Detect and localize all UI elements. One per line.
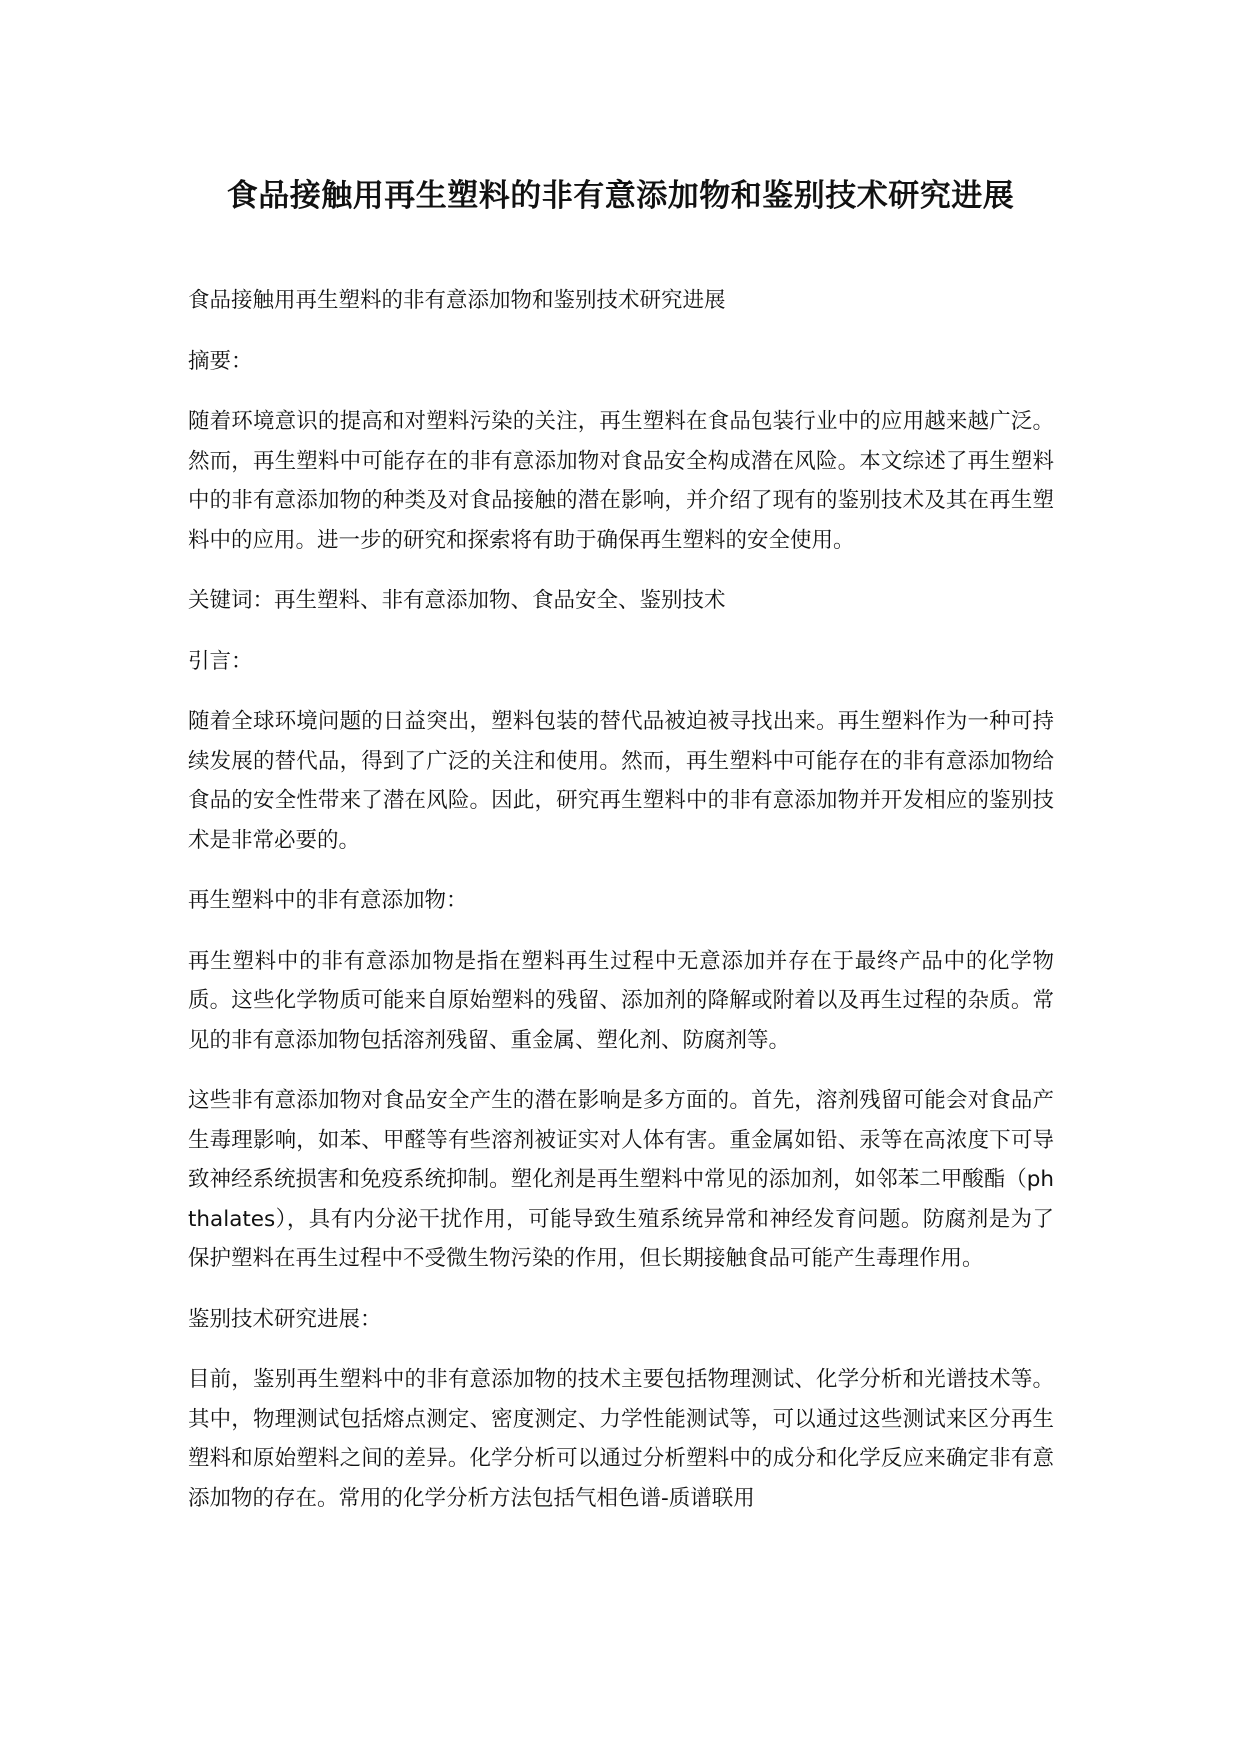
subtitle-paragraph: 食品接触用再生塑料的非有意添加物和鉴别技术研究进展 [188, 288, 726, 313]
document-body [188, 281, 1054, 1539]
document-title: 食品接触用再生塑料的非有意添加物和鉴别技术研究进展 [226, 178, 1015, 214]
additives-paragraph-1: 再生塑料中的非有意添加物是指在塑料再生过程中无意添加并存在于最终产品中的化学物质。这些化学物质可能来自原始塑料的残留、添加剂的降解或附着以及再生过程的杂质。常见的非有意添加物包括溶剂残留、重金属、塑化剂、防腐剂等。 [188, 948, 1054, 1053]
identification-paragraph: 目前，鉴别再生塑料中的非有意添加物的技术主要包括物理测试、化学分析和光谱技术等。其中，物理测试包括熔点测定、密度测定、力学性能测试等，可以通过这些测试来区分再生塑料和原始塑料之间的差异。化学分析可以通过分析塑料中的成分和化学反应来确定非有意添加物的存在。常用的化学分析方法包括气相色谱-质谱联用 [188, 1367, 1054, 1511]
additives-paragraph-2: 这些非有意添加物对食品安全产生的潜在影响是多方面的。首先，溶剂残留可能会对食品产生毒理影响，如苯、甲醛等有些溶剂被证实对人体有害。重金属如铅、汞等在高浓度下可导致神经系统损害和免疫系统抑制。塑化剂是再生塑料中常见的添加剂，如邻苯二甲酸酯（phthalates），具有内分泌干扰作用，可能导致生殖系统异常和神经发育问题。防腐剂是为了保护塑料在再生过程中不受微生物污染的作用，但长期接触食品可能产生毒理作用。 [188, 1088, 1054, 1271]
keywords-paragraph: 关键词：再生塑料、非有意添加物、食品安全、鉴别技术 [188, 588, 726, 613]
section-heading-additives: 再生塑料中的非有意添加物： [188, 888, 468, 913]
abstract-paragraph: 随着环境意识的提高和对塑料污染的关注，再生塑料在食品包装行业中的应用越来越广泛。然而，再生塑料中可能存在的非有意添加物对食品安全构成潜在风险。本文综述了再生塑料中的非有意添加物的种类及对食品接触的潜在影响，并介绍了现有的鉴别技术及其在再生塑料中的应用。进一步的研究和探索将有助于确保再生塑料的安全使用。 [188, 409, 1054, 553]
introduction-heading: 引言： [188, 648, 253, 674]
abstract-heading: 摘要： [188, 348, 253, 374]
section-heading-identification: 鉴别技术研究进展： [188, 1306, 382, 1332]
introduction-paragraph: 随着全球环境问题的日益突出，塑料包装的替代品被迫被寻找出来。再生塑料作为一种可持续发展的替代品，得到了广泛的关注和使用。然而，再生塑料中可能存在的非有意添加物给食品的安全性带来了潜在风险。因此，研究再生塑料中的非有意添加物并开发相应的鉴别技术是非常必要的。 [188, 709, 1054, 853]
